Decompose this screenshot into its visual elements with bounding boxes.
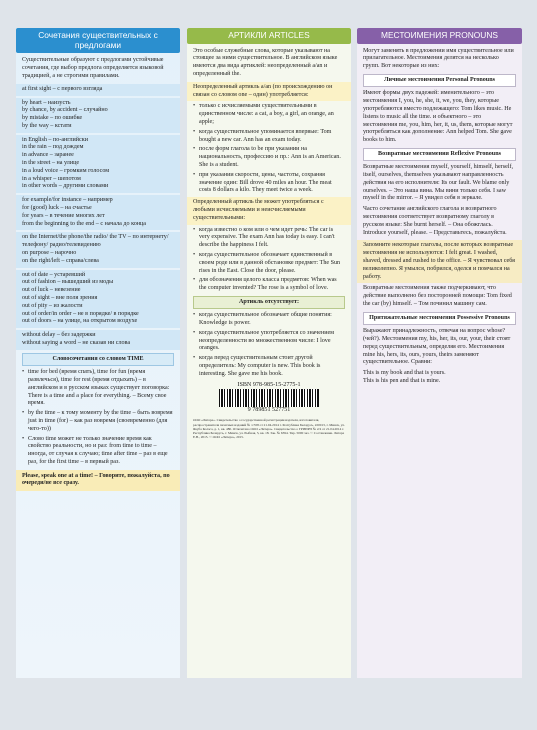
phrase-item: for (good) luck – на счастье xyxy=(22,205,92,212)
personal-text: Имеют формы двух падежей: именительного – это местоимения I, you, he, she, it, we, you, they, которые употребляются вместо подлежащего: Tom likes music. He listens to music all the time. и объектного – это местоимения me, you, him, her, it, us, them, которые могут употребляться как дополнение: Ann helped Tom. She gave books to him. xyxy=(363,90,513,144)
bullet-item: • когда известно о ком или о чем идет речь: The car is very expensive. The exam Ann has today is easy. I can't describe the happiness I felt. xyxy=(193,227,345,250)
column-header: МЕСТОИМЕНИЯ PRONOUNS xyxy=(357,28,522,44)
phrase-item: by chance, by accident – случайно xyxy=(22,107,108,114)
phrase-item: from the beginning to the end – с начала до конца xyxy=(22,220,146,227)
intro-text: Это особые служебные слова, которые указывают на стоящее за ними существительное. В английском языке имеются два вида артиклей: неопределенный a/an и определенный the. xyxy=(193,47,338,78)
reflexive-text-2: Часто сочетание английского глагола и возвратного местоимения соответствует возвратному глаголу в русском языке: She burnt herself. – Она обожглась. Introduce yourself, please. – Представьтесь, пожалуйста. xyxy=(363,206,507,236)
bullet-item: • Слово time может не только значение время как свойство реальности, но и раз: from time to time – иногда, от случая к случаю; time after time – раз в еще раз, for the first time – в первый раз. xyxy=(22,436,174,467)
phrase-item: out of luck – невезение xyxy=(22,287,81,294)
possessive-examples xyxy=(363,370,516,386)
section-title: Неопределенный артикль a/an (по происхождению он связан со словом one – один) употребляется: xyxy=(187,82,351,102)
phrase-item: in the street – на улице xyxy=(22,160,80,167)
phrase-item: out of fashion – вышедший из моды xyxy=(22,279,114,286)
column-pronouns xyxy=(357,28,522,678)
barcode-area xyxy=(193,382,345,416)
phrase-item: out of doors – на улице, на открытом воздухе xyxy=(22,318,138,325)
example-line: This is my book and that is yours. xyxy=(363,370,446,377)
column-phrases xyxy=(16,28,180,678)
remember-text: Запомните некоторые глаголы, после которых возвратные местоимения не используются: I felt great. I washed, shaved, dressed and rushed to the office. – Я чувствовал себя великолепно. Я умылся, побрился, оделся и помчался на работу. xyxy=(357,240,522,283)
phrase-group xyxy=(16,135,180,194)
intro-text: Могут заменять в предложении имя существительное или прилагательное. Местоимения делятся на несколько групп. Вот некоторые из них: xyxy=(363,47,514,70)
section-box: Словосочетания со словом TIME xyxy=(22,353,174,366)
indefinite-bullets xyxy=(193,103,345,195)
bullet-item: • by the time – к тому моменту by the time – быть вовремя just in time (for) – как раз вовремя (своевременно (для чего-то)) xyxy=(22,410,174,433)
section-box: Артикль отсутствует: xyxy=(193,296,345,309)
phrase-item: for example/for instance – например xyxy=(22,197,113,204)
isbn-text: ISBN 978-985-15-2775-1 xyxy=(237,381,301,388)
definite-bullets xyxy=(193,227,345,293)
column-header: АРТИКЛИ ARTICLES xyxy=(187,28,351,44)
bullet-item: • когда перед существительным стоит другой определитель: My computer is new. This book is interesting. She gave me his book. xyxy=(193,355,345,378)
publisher-imprint: ООО «Литера». Свидетельство о государственной регистрации издателя, изготовителя, распространителя печатных изданий № 1/358 от 21.04.2014 г. Республика Беларусь, 220013, г. Минск, ул. Якуба Коласа, д. 1, кв. 480. Отпечатано ООО «Литера». Свидетельство о ГРИИРП № 2/4 от 21.04.2014 г. Республика Беларусь, г. Минск, ул. Рыбная, 5, кв. 18. Зак. № 6394. Тир. 5000 экз. © Составление. Литера Е.В., 2015. © ООО «Литера», 2015. xyxy=(193,418,345,440)
section-title: Определенный артикль the может употребляться с любыми исчисляемыми и неисчисляемыми существительными: xyxy=(187,197,351,224)
phrase-group xyxy=(16,84,180,96)
bullet-item: • когда существительное обозначает единственный в своем роде или в данной обстановке предмет: The Sun rises in the East. Close the door, please. xyxy=(193,252,345,275)
phrase-item: at first sight – с первого взгляда xyxy=(22,85,103,92)
barcode-number: 9 789851 527751 xyxy=(247,407,291,414)
phrase-item: in advance – заранее xyxy=(22,152,74,159)
phrase-item: out of date – устаревший xyxy=(22,271,86,278)
barcode-image xyxy=(219,389,319,407)
phrase-groups xyxy=(22,84,174,350)
phrase-group xyxy=(16,330,180,350)
phrase-item: by heart – наизусть xyxy=(22,99,71,106)
intro-text: Существительные образуют с предлогами устойчивые сочетания, где выбор предлога определяется языковой традицией, а не строгими правилами. xyxy=(22,57,164,79)
phrase-group xyxy=(16,195,180,230)
phrase-item: without delay – без задержки xyxy=(22,332,96,339)
phrase-group xyxy=(16,98,180,133)
phrase-item: without saying a word – не сказав ни слова xyxy=(22,340,131,347)
bullet-item: • только с исчисляемыми существительными в единственном числе: a cat, a boy, a girl, an orange, an apple; xyxy=(193,103,345,126)
footer-note: Please, speak one at a time! – Говорите, пожалуйста, по очереди/не все сразу. xyxy=(16,470,180,492)
reflexive-text-3: Возвратные местоимения также подчеркивают, что действие выполнено без посторонней помощи: Tom fixed the car (by) himself. – Том починил машину сам. xyxy=(363,285,512,307)
phrase-item: for years – в течение многих лет xyxy=(22,212,105,219)
phrase-item: in other words – другими словами xyxy=(22,183,109,190)
reflexive-text: Возвратные местоимения myself, yourself, himself, herself, itself, ourselves, themselves указывают направленность действия на его исполнителя: Its our fault. We blame only ourselves. – Это наша вина. Мы вини только себя. I saw myself in the mirror. – Я увидел себя в зеркале. xyxy=(363,164,514,202)
bullet-item: • time for bed (время спать), time for fun (время развлечься), time for rest (время отдыхать) – в английском и в русском языках существует поговорка: There is a time and a place for everything. – Всему свое время. xyxy=(22,369,174,408)
bullet-item: • когда существительное упоминается впервые: Tom bought a new car. Ann has an exam today. xyxy=(193,129,345,145)
possessive-text: Выражают принадлежность, отвечая на вопрос whose?(чей?). Местоимения my, his, her, its, our, your, their стоят перед существительным, определяя его. Местоимения mine his, hers, its, ours, yours, theirs заменяют существительное. Сравни: xyxy=(363,328,511,366)
column-header: Сочетания существительных с предлогами xyxy=(16,28,180,53)
phrase-item: by the way – кстати xyxy=(22,122,72,129)
section-box: Личные местоимения Personal Pronouns xyxy=(363,74,516,87)
phrase-group xyxy=(16,232,180,267)
phrase-item: out of sight – вне поля зрения xyxy=(22,295,98,302)
bullet-item: • когда существительное обозначает общие понятия: Knowledge is power. xyxy=(193,312,345,328)
bullet-item: • когда существительное употребляется со значением неопределенности во множественном числе: I love oranges. xyxy=(193,330,345,353)
time-bullets xyxy=(22,369,174,467)
phrase-group xyxy=(16,270,180,329)
phrase-item: in the rain – под дождем xyxy=(22,144,84,151)
bullet-item: • после форм глагола to be при указании на национальность, профессию и пр.: Ann is an American. She is a student. xyxy=(193,146,345,169)
example-line: This is his pen and that is mine. xyxy=(363,377,441,384)
section-box: Притяжательные местоимения Possessive Pronouns xyxy=(363,312,516,325)
phrase-item: out of pity – из жалости xyxy=(22,302,83,309)
phrase-item: on the Internet/the phone/the radio/ the TV – по интернету/телефону/ радио/телевидению xyxy=(22,234,169,249)
phrase-item: in a whisper – шепотом xyxy=(22,175,81,182)
phrase-item: in English – по-английски xyxy=(22,136,88,143)
bullet-item: • для обозначения целого класса предметов: When was the computer invented? The rose is a symbol of love. xyxy=(193,277,345,293)
phrase-item: out of order/in order – не в порядке/ в порядке xyxy=(22,310,139,317)
bullet-item: • при указании скорости, цены, частоты, сохраняя значение один: Bill drove 40 miles an hour. The meat costs 8 dollars a kilo. They meet twice a week. xyxy=(193,172,345,195)
absent-bullets xyxy=(193,312,345,378)
phrase-item: in a loud voice – громким голосом xyxy=(22,167,110,174)
phrase-item: on purpose – нарочно xyxy=(22,250,77,257)
phrase-item: by mistake – по ошибке xyxy=(22,115,83,122)
column-articles xyxy=(187,28,351,678)
section-box: Возвратные местоимения Reflexive Pronouns xyxy=(363,148,516,161)
phrase-item: on the right/left – справа/слева xyxy=(22,257,99,264)
